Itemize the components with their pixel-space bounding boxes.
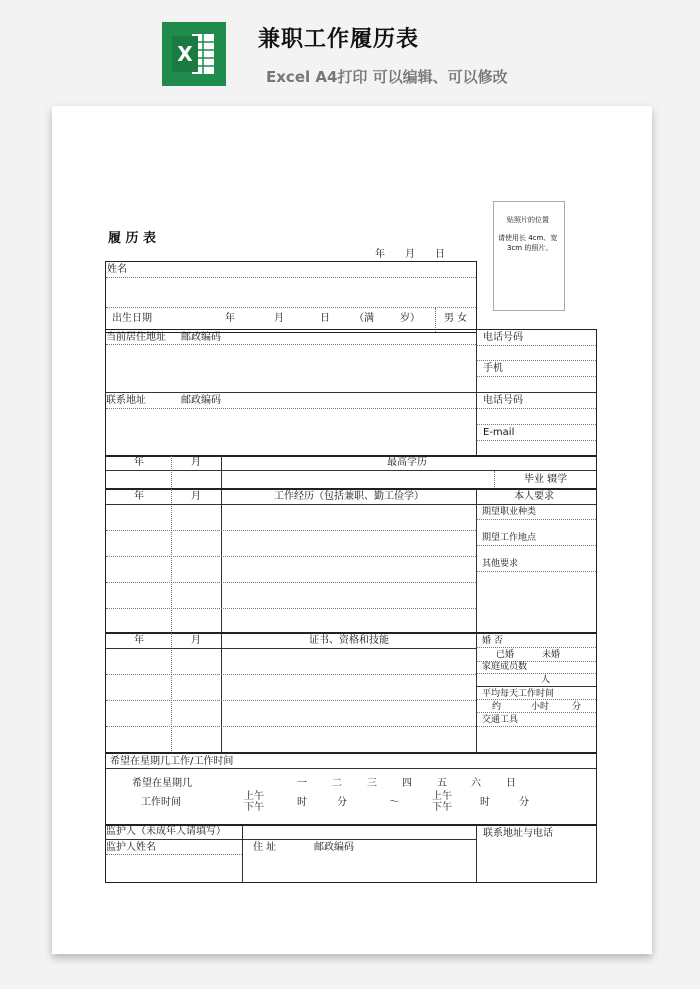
excel-icon <box>162 22 226 86</box>
date-line[interactable]: 年 月 日 <box>375 249 445 260</box>
page-title: 兼职工作履历表 <box>258 27 420 52</box>
photo-text: 贴照片的位置 <box>507 216 549 224</box>
form-heading: 履 历 表 <box>108 231 157 246</box>
address-box <box>105 329 597 457</box>
photo-text: 3cm 的照片。 <box>507 244 553 252</box>
day-option[interactable]: 一 <box>297 778 307 789</box>
photo-placeholder[interactable] <box>493 201 565 311</box>
married-option[interactable]: 已婚 <box>496 650 515 660</box>
day-option[interactable]: 四 <box>402 778 412 789</box>
photo-text: 请使用长 4cm、宽 <box>498 234 558 242</box>
day-option[interactable]: 三 <box>367 778 377 789</box>
day-option[interactable]: 五 <box>437 778 447 789</box>
page-subtitle: Excel A4打印 可以编辑、可以修改 <box>266 68 508 86</box>
birth-label: 出生日期 <box>112 313 152 324</box>
gender-select[interactable]: 男 女 <box>444 313 468 324</box>
edu-status-select[interactable]: 毕业 辍学 <box>524 474 568 485</box>
day-option[interactable]: 日 <box>506 778 516 789</box>
day-option[interactable]: 二 <box>332 778 342 789</box>
day-option[interactable]: 六 <box>471 778 481 789</box>
form-sheet: 履 历 表 年 月 日 贴照片的位置 请使用长 4cm、宽 3cm 的照片。 姓名 出生日期 年 月 日 （满 岁） 男 女 当前居住地址 邮政编码 电话号码 手机 联系地址 邮政编码 电话号码 E-mail 年 月 最高学历 毕业 辍学 年 月 工作经历（包括兼职、勤工俭学） 本人要求 期望职业种类 期望工作地点 其他要求 年 月 证书、资格和技能 婚 否 已婚 未婚 家庭成员数 人 平均每天工作时间 约 小时 分 交通工具 希望在星期几工作/工作时间 希望在星期几 一 二 三 四 五 六 日 工作时间 上午 下午 时 分 ～ 上午 下午 时 分 监护人（未成年人请填写） 监护人姓名 住 址 邮政编码 联系地址与电话 <box>52 106 652 954</box>
svg-text:X: X <box>177 42 193 66</box>
name-label: 姓名 <box>107 264 127 275</box>
name-box <box>105 261 477 333</box>
page-header <box>0 0 700 105</box>
unmarried-option[interactable]: 未婚 <box>542 650 561 660</box>
